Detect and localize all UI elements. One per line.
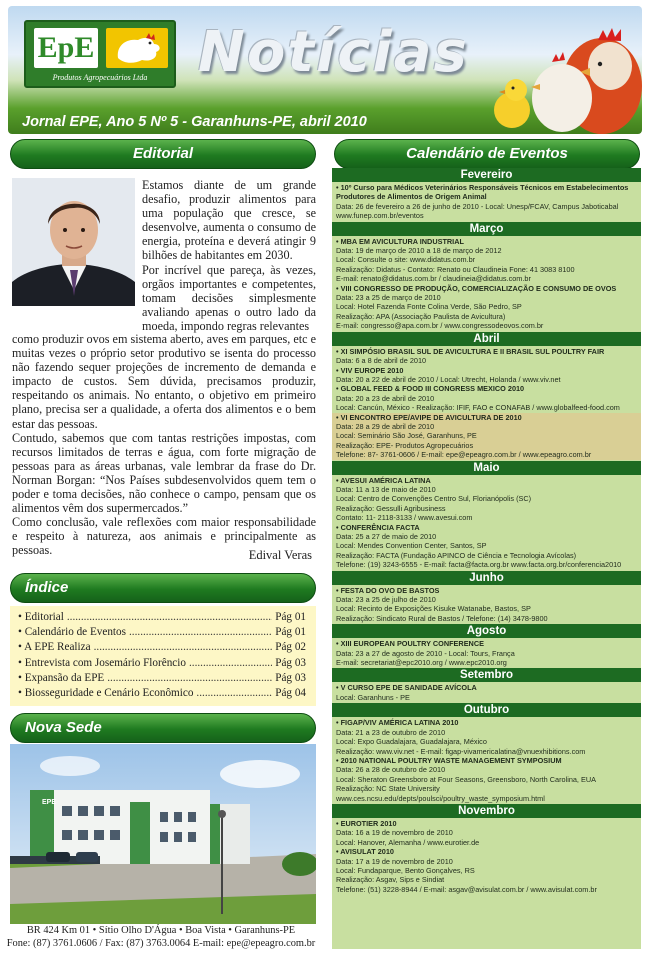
event-detail: Local: Seminário São José, Garanhuns, PE <box>336 431 477 441</box>
event-title: • V CURSO EPE DE SANIDADE AVÍCOLA <box>336 683 477 693</box>
index-item[interactable] <box>18 625 306 640</box>
month-events <box>332 638 641 668</box>
index-item-label: • Entrevista com Josemário Florêncio <box>18 656 186 669</box>
month-events <box>332 717 641 804</box>
event-detail: Local: Centro de Convenções Centro Sul, Florianópolis (SC) <box>336 494 532 504</box>
footer-contact-line: Fone: (87) 3761.0606 / Fax: (87) 3763.0064 E-mail: epe@epeagro.com.br <box>6 938 316 949</box>
epe-logo <box>24 20 176 88</box>
event-title: • GLOBAL FEED & FOOD III CONGRESS MEXICO 2010 <box>336 384 525 394</box>
event-detail: Local: Expo Guadalajara, Guadalajara, México <box>336 737 487 747</box>
event-entry <box>336 683 637 702</box>
index-leader <box>94 640 273 655</box>
event-detail: E-mail: secretariat@epc2010.org / www.epc2010.org <box>336 658 507 668</box>
event-detail: Data: 23 a 25 de março de 2010 <box>336 293 441 303</box>
edition-line: Jornal EPE, Ano 5 Nº 5 - Garanhuns-PE, abril 2010 <box>22 114 367 130</box>
event-detail: Realização: Gessulli Agribusiness <box>336 503 446 513</box>
index-item[interactable] <box>18 610 306 625</box>
event-detail: www.ces.ncsu.edu/depts/poulsci/poultry_waste_symposium.html <box>336 793 545 803</box>
month-header: Abril <box>332 332 641 346</box>
index-leader <box>107 671 272 686</box>
event-detail: Realização: Asgav, Sips e Sindiat <box>336 875 445 885</box>
event-detail: Local: Recinto de Exposições Kisuke Watanabe, Bastos, SP <box>336 604 531 614</box>
event-detail: Data: 17 a 19 de novembro de 2010 <box>336 856 453 866</box>
event-title: • FESTA DO OVO DE BASTOS <box>336 585 440 595</box>
event-entry <box>336 819 637 847</box>
editorial-heading: Editorial <box>10 139 316 169</box>
index-leader <box>67 610 272 625</box>
month-events <box>332 475 641 571</box>
event-detail: Realização: Sindicato Rural de Bastos / Telefone: (14) 3478-9800 <box>336 613 548 623</box>
event-detail: Data: 6 a 8 de abril de 2010 <box>336 356 427 366</box>
index-item-label: • Editorial <box>18 611 64 623</box>
masthead-banner <box>8 6 642 134</box>
event-title: • AVISULAT 2010 <box>336 847 394 857</box>
event-detail: Realização: EPE- Produtos Agropecuários <box>336 440 474 450</box>
event-entry <box>336 237 637 284</box>
event-detail: Data: 25 a 27 de maio de 2010 <box>336 532 437 541</box>
event-detail: Telefone: (19) 3243-6555 - E-mail: facta@facta.org.br www.facta.org.br/conferencia2010 <box>336 560 622 570</box>
event-entry <box>336 718 637 756</box>
index-leader <box>196 686 272 701</box>
event-detail: Local: Fundaparque, Bento Gonçalves, RS <box>336 865 475 875</box>
event-detail: E-mail: renato@didatus.com.br / claudineia@didatus.com.br <box>336 274 531 284</box>
month-header: Novembro <box>332 804 641 818</box>
event-detail: www.funep.com.br/eventos <box>336 211 424 221</box>
event-entry <box>336 366 637 385</box>
masthead-title: Notícias <box>198 20 469 85</box>
event-detail: Data: 23 a 27 de agosto de 2010 - Local: Tours, França <box>336 648 515 658</box>
index-item-label: • Biosseguridade e Cenário Econômico <box>18 687 194 700</box>
event-detail: Realização: www.viv.net - E-mail: figap-vivamericalatina@vnuexhibitions.com <box>336 746 586 756</box>
index-item[interactable] <box>18 686 306 701</box>
event-detail: Realização: Didatus - Contato: Renato ou Claudineia Fone: 41 3083 8100 <box>336 264 575 274</box>
event-detail: Contato: 11- 2118-3133 / www.avesui.com <box>336 513 473 523</box>
event-detail: Local: Mendes Convention Center, Santos, SP <box>336 541 487 551</box>
event-entry <box>336 586 637 624</box>
index-leader <box>129 625 272 640</box>
index-item[interactable] <box>18 656 306 671</box>
event-entry <box>336 384 637 412</box>
logo-text: EpE <box>34 28 98 68</box>
index-item-page: Pág 01 <box>275 611 306 623</box>
event-title: • MBA EM AVICULTURA INDUSTRIAL <box>336 236 464 246</box>
month-events <box>332 182 641 222</box>
month-events <box>332 346 641 461</box>
event-detail: Local: Cancún, México - Realização: IFIF, FAO e CONAFAB / www.globalfeed-food.com <box>336 403 620 413</box>
event-entry <box>336 523 637 570</box>
event-title: • EUROTIER 2010 <box>336 818 397 828</box>
event-title: • XIII EUROPEAN POULTRY CONFERENCE <box>336 639 484 649</box>
month-header: Junho <box>332 571 641 585</box>
event-detail: Local: Consulte o site: www.didatus.com.br <box>336 255 476 265</box>
event-detail: Local: Garanhuns - PE <box>336 692 410 702</box>
event-entry <box>336 183 637 221</box>
event-title: • 2010 NATIONAL POULTRY WASTE MANAGEMENT SYMPOSIUM <box>336 755 562 765</box>
month-events <box>332 585 641 625</box>
index-item-page: Pág 02 <box>275 641 306 654</box>
nova-sede-heading: Nova Sede <box>10 713 316 743</box>
month-header: Março <box>332 222 641 236</box>
month-events <box>332 682 641 703</box>
month-header: Fevereiro <box>332 168 641 182</box>
event-detail: Realização: NC State University <box>336 784 440 794</box>
logo-rooster-icon <box>106 28 168 68</box>
editorial-text-continued <box>12 332 316 558</box>
event-title: • VI ENCONTRO EPE/AVIPE DE AVICULTURA DE 2010 <box>336 412 522 422</box>
footer-address-line: BR 424 Km 01 • Sítio Olho D'Água • Boa Vista • Garanhuns-PE <box>26 925 296 936</box>
event-entry <box>332 413 641 460</box>
index-leader <box>189 656 272 671</box>
event-detail: Data: 26 de fevereiro a 26 de junho de 2010 - Local: Unesp/FCAV, Campus Jaboticabal <box>336 201 619 211</box>
event-detail: Data: 28 a 29 de abril de 2010 <box>336 421 435 431</box>
event-entry <box>336 756 637 803</box>
event-entry <box>336 284 637 331</box>
author-photo <box>12 178 135 306</box>
event-title: • AVESUI AMÉRICA LATINA <box>336 475 431 485</box>
index-item-page: Pág 01 <box>275 626 306 639</box>
event-title: • 10º Curso para Médicos Veterinários Responsáveis Técnicos em Estabelecimentos Produtores de Alimentos de Origem Animal <box>336 183 629 202</box>
editorial-paragraph: Como conclusão, vale reflexões com maior responsabilidade e respeito à natureza, aos animais e principalmente as pessoas. <box>12 515 316 558</box>
month-header: Agosto <box>332 624 641 638</box>
month-header: Outubro <box>332 703 641 717</box>
footer-address <box>0 924 322 950</box>
month-header: Setembro <box>332 668 641 682</box>
editorial-paragraph: Estamos diante de um grande desafio, produzir alimentos para uma população que cresce, se desenvolve, aumenta o consumo de energia, proteína e deverá atingir 9 bilhões de habitantes em 2030. <box>142 178 316 263</box>
building-sign: EPE <box>42 799 57 806</box>
event-detail: Data: 20 a 22 de abril de 2010 / Local: Utrecht, Holanda / www.viv.net <box>336 374 561 384</box>
index-item-label: • A EPE Realiza <box>18 641 91 654</box>
event-detail: Local: Hanover, Alemanha / www.eurotier.de <box>336 837 480 847</box>
editorial-text <box>142 178 316 333</box>
event-detail: Local: Sheraton Greensboro at Four Seasons, Greensboro, North Carolina, EUA <box>336 774 596 784</box>
index-item[interactable] <box>18 671 306 686</box>
headquarters-photo <box>10 744 316 924</box>
index-box <box>10 606 316 706</box>
calendar-heading: Calendário de Eventos <box>334 139 640 169</box>
event-title: • CONFERÊNCIA FACTA <box>336 522 420 532</box>
calendar-panel <box>332 168 641 949</box>
event-detail: Telefone: 87- 3761-0606 / E-mail: epe@epeagro.com.br / www.epeagro.com.br <box>336 450 592 460</box>
logo-subtitle: Produtos Agropecuários Ltda <box>52 73 148 82</box>
index-item-label: • Calendário de Eventos <box>18 626 126 639</box>
event-title: • VIV EUROPE 2010 <box>336 365 404 375</box>
event-entry <box>336 847 637 894</box>
event-title: • VIII CONGRESSO DE PRODUÇÃO, COMERCIALIZAÇÃO E CONSUMO DE OVOS <box>336 283 617 293</box>
index-item[interactable] <box>18 640 306 655</box>
event-detail: Data: 11 a 13 de maio de 2010 <box>336 484 436 494</box>
event-entry <box>336 347 637 366</box>
event-detail: Data: 26 a 28 de outubro de 2010 <box>336 765 446 775</box>
month-events <box>332 818 641 895</box>
editorial-paragraph: Contudo, sabemos que com tantas restrições impostas, com recursos limitados de terras e água, com forte migração de pessoas para as áreas urbanas, vale lembrar da frase do Dr. Norman Borgan: “Nos Países subdesenvolvidos quem tem o poder e toma decisões, não conhece o campo, pensam que os alimentos vêm dos supermercados.” <box>12 430 316 516</box>
event-detail: Telefone: (51) 3228-8944 / E-mail: asgav@avisulat.com.br / www.avisulat.com.br <box>336 884 597 894</box>
event-title: • XI SIMPÓSIO BRASIL SUL DE AVICULTURA E II BRASIL SUL POULTRY FAIR <box>336 346 605 356</box>
event-detail: Data: 23 a 25 de julho de 2010 <box>336 595 436 605</box>
month-header: Maio <box>332 461 641 475</box>
index-item-label: • Expansão da EPE <box>18 671 105 684</box>
event-detail: E-mail: congresso@apa.com.br / www.congressodeovos.com.br <box>336 321 544 331</box>
index-item-page: Pág 03 <box>275 671 306 684</box>
event-detail: Local: Hotel Fazenda Fonte Colina Verde, São Pedro, SP <box>336 302 522 312</box>
event-detail: Data: 19 de março de 2010 a 18 de março de 2012 <box>336 246 502 256</box>
hens-image <box>492 6 642 134</box>
index-item-page: Pág 04 <box>275 687 306 700</box>
event-entry <box>336 639 637 667</box>
editorial-signature: Edival Veras <box>248 548 312 562</box>
event-detail: Data: 21 a 23 de outubro de 2010 <box>336 727 446 737</box>
event-detail: Data: 16 a 19 de novembro de 2010 <box>336 828 453 838</box>
event-detail: Realização: APA (Associação Paulista de Avicultura) <box>336 311 506 321</box>
editorial-paragraph: Por incrível que pareça, às vezes, orgãos importantes e competentes, tomam decisões simplesmente avaliando apenas o outro lado da moeda, impondo regras relevantes <box>142 262 316 333</box>
event-entry <box>336 476 637 523</box>
event-detail: Data: 20 a 23 de abril de 2010 <box>336 393 435 403</box>
event-title: • FIGAP/VIV AMÉRICA LATINA 2010 <box>336 718 459 728</box>
index-item-page: Pág 03 <box>275 656 306 669</box>
event-detail: Realização: FACTA (Fundação APINCO de Ciência e Tecnologia Avícolas) <box>336 550 577 560</box>
index-list <box>10 606 316 701</box>
index-heading: Índice <box>10 573 316 603</box>
month-events <box>332 236 641 332</box>
editorial-paragraph: como produzir ovos em sistema aberto, aves em parques, etc e muitas vezes o próprio setor produtivo se isenta do processo não fazendo sequer projeções de incremento de demanda e impacto de custos. Sem dúvida, precisamos produzir, respeitando os animais. No entanto, o objetivo em primeiro plano, precisa ser a qualidade, a oferta dos alimentos e o bem estar das pessoas. <box>12 332 316 431</box>
